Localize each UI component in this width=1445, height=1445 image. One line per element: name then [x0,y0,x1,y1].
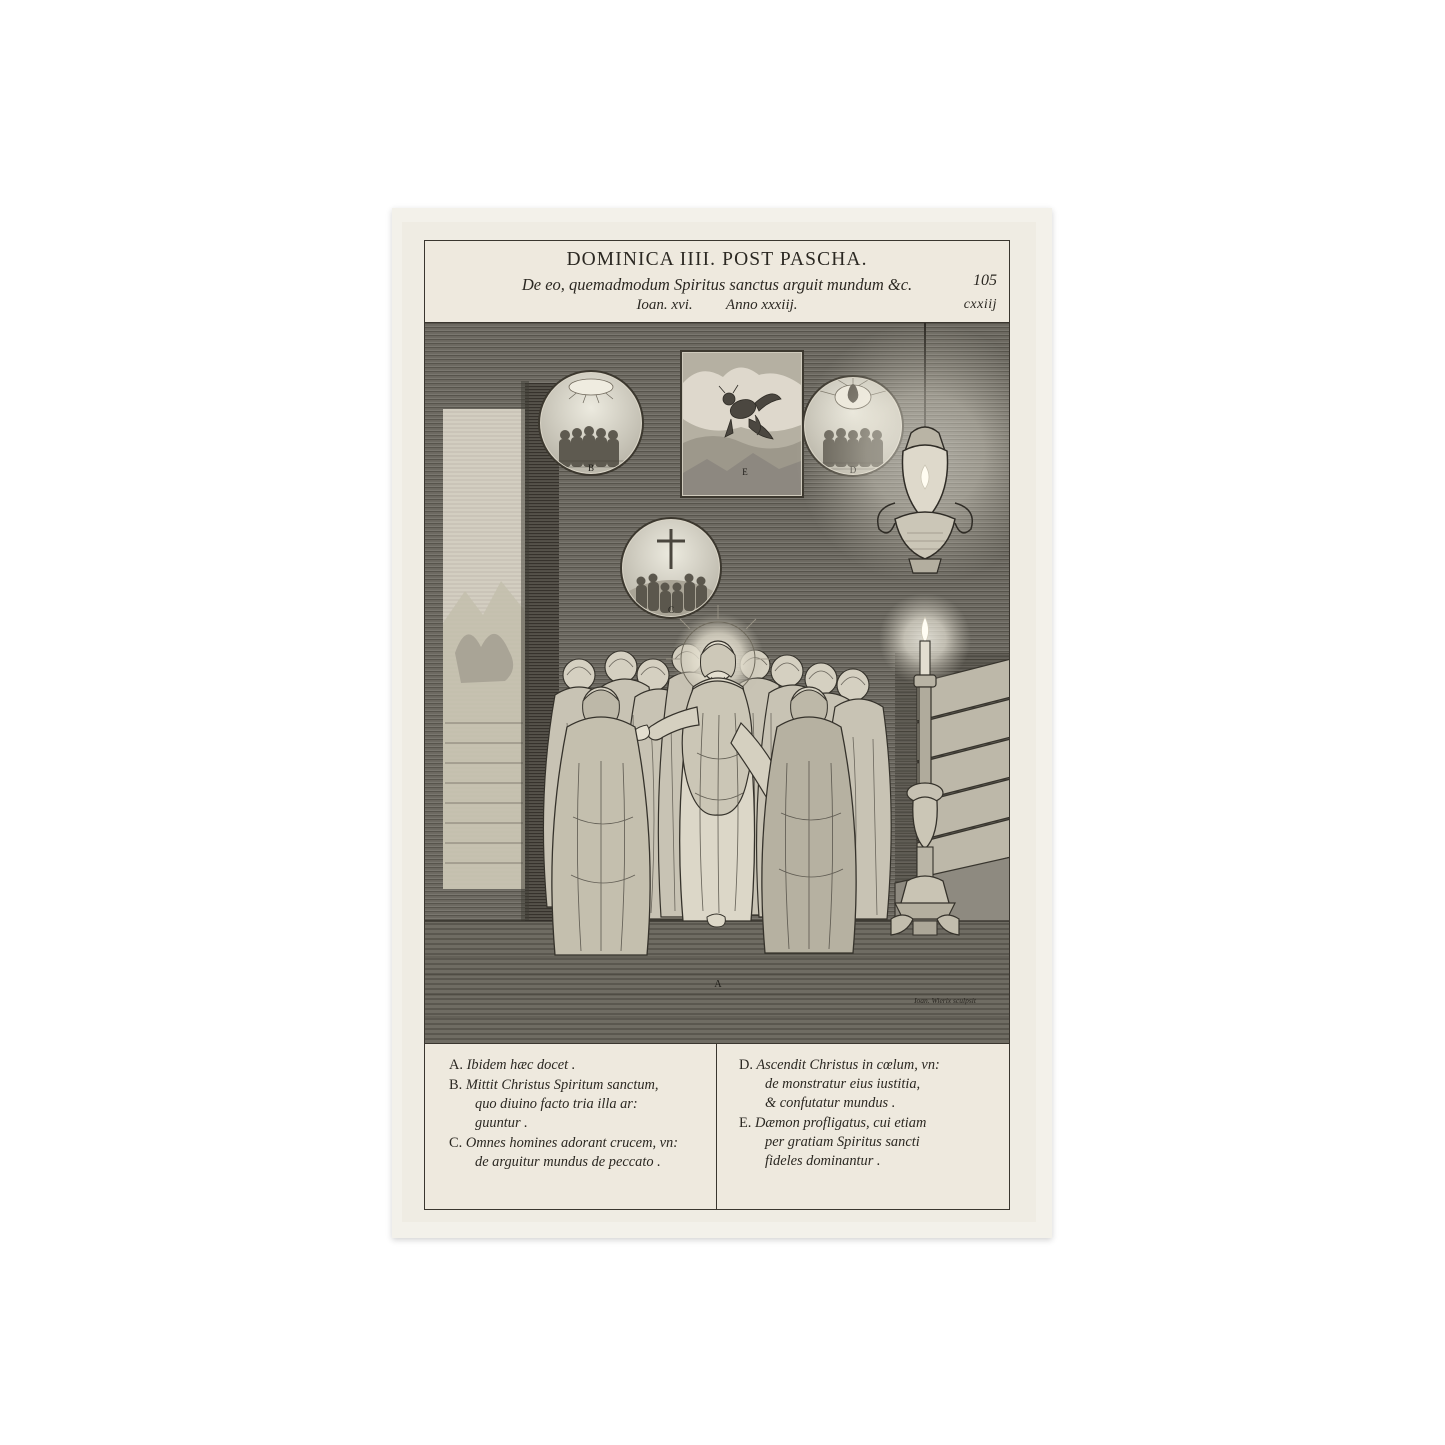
folio-number: cxxiij [963,297,997,312]
legend-text-d: Ascendit Christus in cœlum, vn: [756,1057,940,1073]
engraver-signature: Ioan. Wierix sculpsit [914,996,976,1005]
plate-subtitle: De eo, quemadmodum Spiritus sanctus arguit mundum &c. [521,275,913,294]
legend-key-e: E. [739,1115,752,1132]
legend-key-c: C. [449,1135,463,1152]
foreground-apostle-left [552,687,650,955]
plate-label-a: A [714,979,722,990]
plate-label-c: C [667,605,675,615]
roundel-b [539,371,643,475]
legend-key-d: D. [739,1057,753,1073]
legend-text-e-line2: per gratiam Spiritus sancti [765,1134,920,1151]
plate-label-e: E [742,467,748,477]
scripture-reference: Ioan. xvi. [636,297,693,313]
plate-reference [425,297,1009,314]
legend-item-c [449,1134,706,1172]
panel-e [681,351,803,497]
roundel-c [621,518,721,619]
plate-header [425,241,1009,323]
legend-text-d-line3: & confutatur mundus . [765,1095,896,1112]
engraving-image [425,323,1009,1043]
legend-item-e [739,1114,999,1171]
legend-key-a: A. [449,1057,463,1073]
print-sheet [392,208,1052,1238]
legend-left-column [425,1044,717,1210]
page-number: 105 [973,272,997,289]
legend-item-a [449,1056,706,1075]
plate-title: DOMINICA IIII. POST PASCHA. [566,249,868,270]
legend-text-d-line2: de monstratur eius iustitia, [765,1076,921,1093]
engraving-plate [424,240,1010,1210]
legend-key-b: B. [449,1077,463,1094]
legend-item-b [449,1076,706,1133]
legend-text-c-line2: de arguitur mundus de peccato . [475,1154,661,1171]
plate-label-b: B [587,463,595,473]
window-landscape [443,381,559,926]
legend-item-d [739,1056,999,1113]
legend-block [425,1043,1009,1210]
legend-text-e-line3: fideles dominantur . [765,1153,881,1170]
legend-text-b: Mittit Christus Spiritum sanctum, [465,1077,659,1094]
engraving-artwork [425,323,1009,1043]
legend-right-column [717,1044,1009,1210]
year-reference: Anno xxxiij. [725,297,798,313]
print-sheet-inner [402,222,1036,1222]
legend-text-a: Ibidem hæc docet . [466,1057,576,1073]
legend-text-b-line2: quo diuino facto tria illa ar: [475,1096,638,1113]
legend-text-b-line3: guuntur . [475,1115,528,1132]
plate-label-d: D [849,465,857,475]
legend-text-c: Omnes homines adorant crucem, vn: [465,1135,679,1152]
legend-text-e: Dæmon profligatus, cui etiam [755,1115,927,1132]
